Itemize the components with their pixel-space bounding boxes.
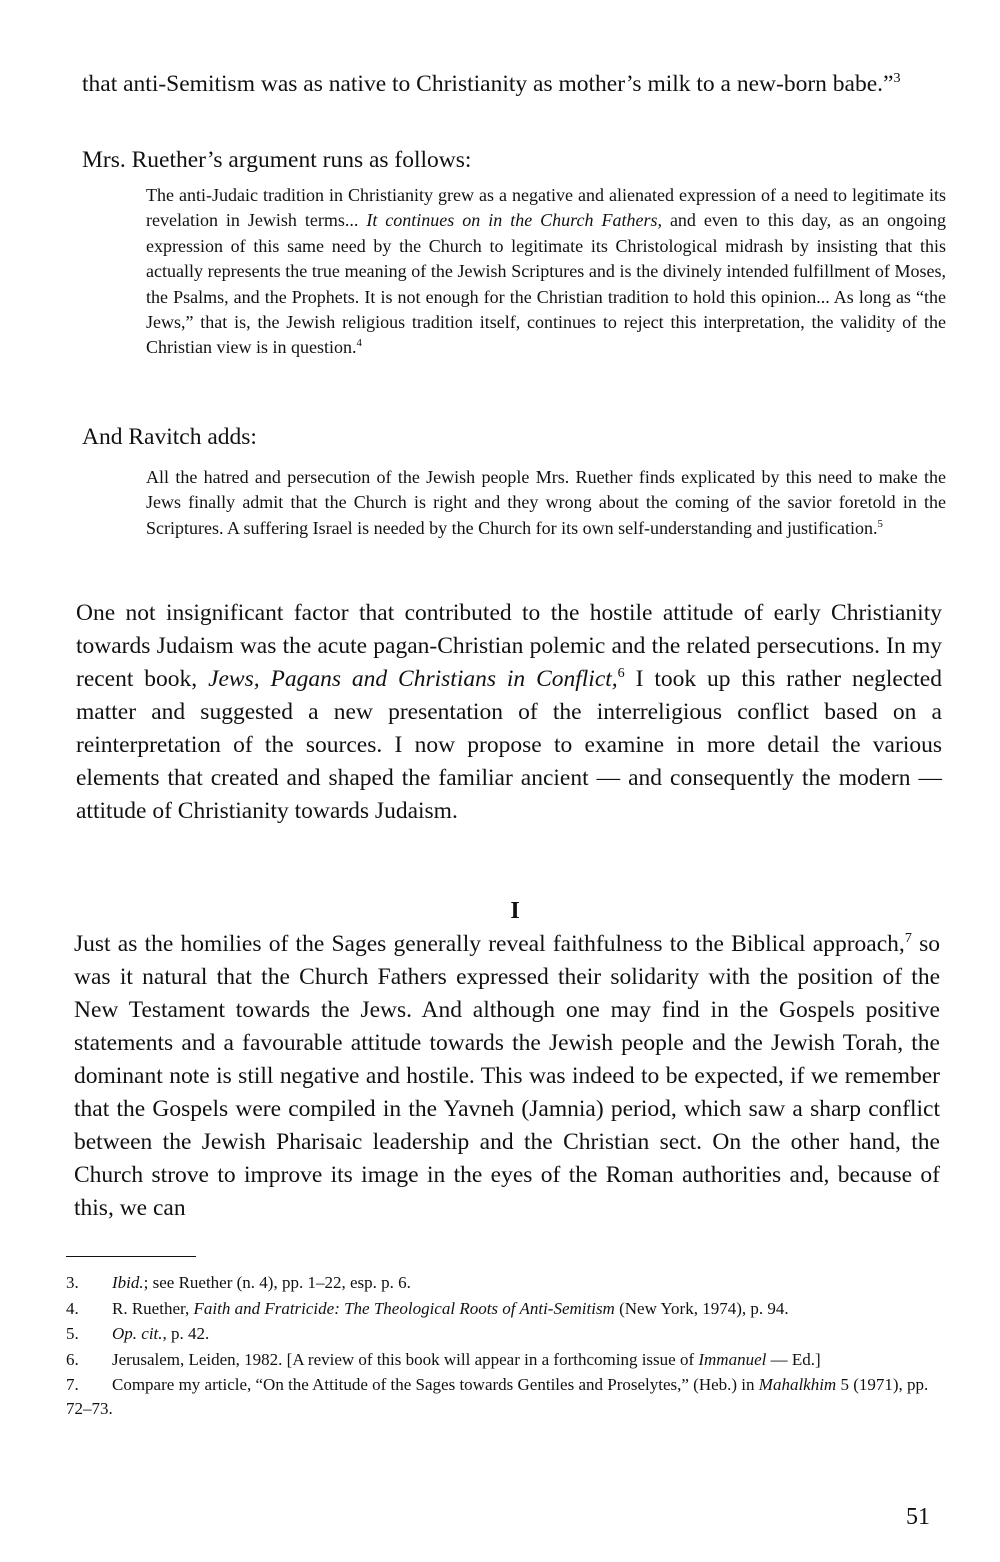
footnote-number: 3.: [66, 1273, 79, 1292]
ruether-block-quote: [146, 183, 946, 361]
book-title: Jews, Pagans and Christians in Conflict,: [208, 666, 618, 692]
footnote-5: [66, 1322, 942, 1346]
footnote-text: (New York, 1974), p. 94.: [614, 1298, 789, 1318]
footnote-text: — Ed.]: [766, 1349, 821, 1369]
footnote-number: 5.: [66, 1324, 79, 1343]
footnote-ref-5: 5: [877, 517, 883, 530]
footnote-text: 5 (1971), pp. 72–73.: [66, 1375, 929, 1418]
footnote-ref-3: 3: [893, 70, 901, 87]
ruether-quote-part-a: The anti-Judaic tradition in Christianity grew as a negative and alienated expression of a need to legitimate its revelation in Jewish terms...: [146, 185, 946, 231]
footnote-text: Compare my article, “On the Attitude of the Sages towards Gentiles and Proselytes,” (Heb.) in: [112, 1375, 759, 1394]
ravitch-quote-text: All the hatred and persecution of the Jewish people Mrs. Ruether finds explicated by this need to make the Jews finally admit that the Church is right and they wrong about the coming of the savior foretold in the Scriptures. A suffering Israel is needed by the Church for its own self-understanding and justification.: [146, 467, 946, 538]
main-paragraph-part-a: One not insignificant factor that contributed to the hostile attitude of early Christianity towards Judaism was the acute pagan-Christian polemic and the related persecutions. In my recent book,: [76, 600, 942, 692]
footnote-6: [66, 1348, 942, 1372]
footnote-separator: [66, 1256, 196, 1257]
ruether-intro: [82, 144, 948, 177]
footnote-italic: Immanuel: [698, 1349, 767, 1369]
footnote-italic: Faith and Fratricide: The Theological Roots of Anti-Semitism: [193, 1298, 615, 1318]
footnote-italic: Op. cit.: [112, 1324, 163, 1343]
footnotes: [66, 1271, 942, 1420]
footnote-text: , p. 42.: [162, 1324, 210, 1343]
ravitch-block-quote: [146, 465, 946, 541]
footnote-text: ; see Ruether (n. 4), pp. 1–22, esp. p. 6.: [143, 1273, 411, 1292]
ravitch-intro-text: And Ravitch adds:: [82, 424, 257, 450]
footnote-3: [66, 1271, 942, 1295]
ruether-intro-text: Mrs. Ruether’s argument runs as follows:: [82, 147, 472, 173]
footnote-number: 7.: [66, 1375, 79, 1394]
section-paragraph-part-b: so was it natural that the Church Fathers expressed their solidarity with the position of the New Testament towards the Jews. And although one may find in the Gospels positive statements and a favourable attitude towards the Jewish people and the Jewish Torah, the dominant note is still negative and hostile. This was indeed to be expected, if we remember that the Gospels were compiled in the Yavneh (Jamnia) period, which saw a sharp conflict between the Jewish Pharisaic leadership and the Christian sect. On the other hand, the Church strove to improve its image in the eyes of the Roman authorities and, because of this, we can: [74, 931, 940, 1221]
footnote-ref-6: 6: [617, 665, 625, 682]
footnote-italic: Ibid.: [112, 1273, 144, 1292]
section-paragraph-part-a: Just as the homilies of the Sages generally reveal faithfulness to the Biblical approach,: [74, 931, 905, 957]
section-heading: I: [510, 898, 520, 924]
footnote-text: Jerusalem, Leiden, 1982. [A review of this book will appear in a forthcoming issue of: [112, 1349, 699, 1369]
page-number: 51: [906, 1504, 930, 1530]
top-paragraph: [82, 68, 948, 101]
ruether-quote-italic: It continues on in the Church Fathers,: [366, 210, 662, 231]
footnote-4: [66, 1297, 942, 1321]
main-paragraph-part-b: I took up this rather neglected matter and suggested a new presentation of the interreligious conflict based on a reinterpretation of the sources. I now propose to examine in more detail the various elements that created and shaped the familiar ancient — and consequently the modern — attitude of Christianity towards Judaism.: [76, 666, 942, 824]
main-paragraph: [76, 597, 942, 828]
ravitch-intro: [82, 421, 948, 454]
footnote-ref-4: 4: [356, 337, 362, 350]
footnote-text: R. Ruether,: [112, 1298, 194, 1318]
ruether-quote-part-b: and even to this day, as an ongoing expression of this same need by the Church to legitimate its Christological midrash by insisting that this actually represents the true meaning of the Jewish Scriptures and is the divinely intended fulfillment of Moses, the Psalms, and the Prophets. It is not enough for the Christian tradition to hold this opinion... As long as “the Jews,” that is, the Jewish religious tradition itself, continues to reject this interpretation, the validity of the Christian view is in question.: [146, 210, 946, 358]
footnote-7: [66, 1373, 942, 1420]
footnote-italic: Mahalkhim: [758, 1375, 837, 1394]
section-paragraph: [74, 928, 940, 1225]
top-paragraph-text: that anti-Semitism was as native to Christianity as mother’s milk to a new-born babe.”: [82, 71, 894, 97]
footnote-number: 4.: [66, 1298, 79, 1318]
footnote-ref-7: 7: [904, 930, 912, 947]
footnote-number: 6.: [66, 1349, 79, 1369]
